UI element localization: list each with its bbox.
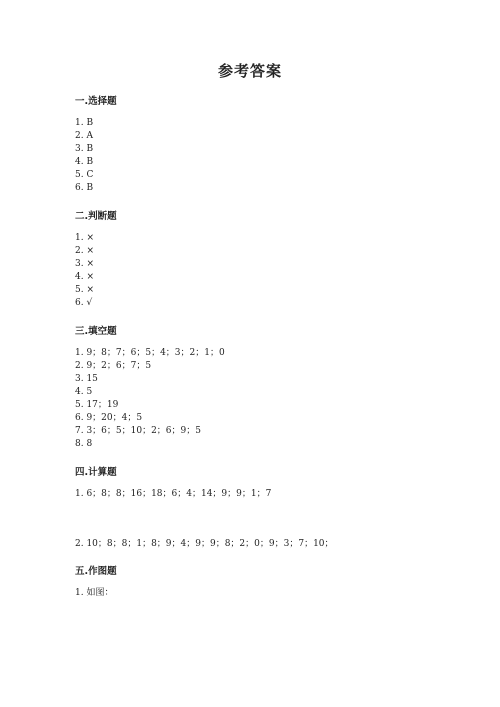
answer-line: 5. × xyxy=(75,285,94,295)
page-title: 参考答案 xyxy=(217,62,282,80)
answer-line: 6. √ xyxy=(75,298,93,308)
section-heading-fill-blank: 三.填空题 xyxy=(75,326,117,337)
answer-line: 6. B xyxy=(75,183,94,193)
answer-line: 7. 3；6；5；10；2；6；9；5 xyxy=(75,426,201,436)
answer-line: 3. B xyxy=(75,144,94,154)
answer-line: 2. × xyxy=(75,246,94,256)
answer-line: 2. A xyxy=(75,131,93,141)
answer-line: 4. × xyxy=(75,272,94,282)
answer-line: 2. 10；8；8；1；8；9；4；9；9；8；2；0；9；3；7；10； xyxy=(75,539,334,549)
answer-line: 6. 9；20；4；5 xyxy=(75,413,143,423)
answer-line: 3. × xyxy=(75,259,94,269)
answer-line: 4. B xyxy=(75,157,94,167)
answer-line: 1. × xyxy=(75,233,94,243)
answer-line: 1. B xyxy=(75,118,94,128)
section-heading-judgment: 二.判断题 xyxy=(75,211,117,222)
answer-line: 5. 17；19 xyxy=(75,400,119,410)
section-heading-drawing: 五.作图题 xyxy=(75,566,117,577)
section-heading-calculation: 四.计算题 xyxy=(75,467,117,478)
section-heading-choice: 一.选择题 xyxy=(75,96,117,107)
answer-line: 8. 8 xyxy=(75,439,93,449)
answer-line: 4. 5 xyxy=(75,387,93,397)
answer-line: 1. 6；8；8；16；18；6；4；14；9；9；1；7 xyxy=(75,489,272,499)
answer-line: 1. 9；8；7；6；5；4；3；2；1；0 xyxy=(75,348,225,358)
answer-line: 1. 如图： xyxy=(75,588,114,598)
answer-line: 5. C xyxy=(75,170,94,180)
answer-line: 3. 15 xyxy=(75,374,98,384)
answer-line: 2. 9；2；6；7；5 xyxy=(75,361,152,371)
